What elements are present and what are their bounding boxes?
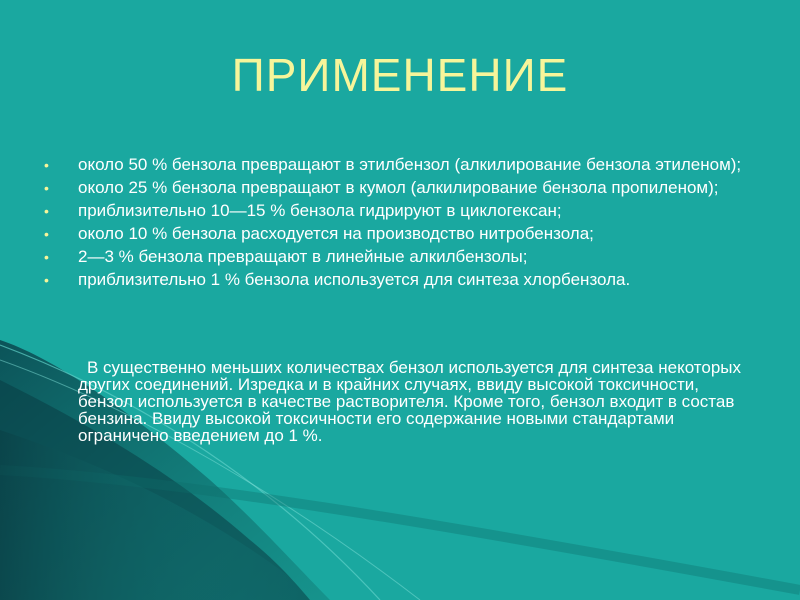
list-item bbox=[44, 156, 744, 174]
body-paragraph-text: В существенно меньших количествах бензол используется для синтеза некоторых других соединений. Изредка и в крайних случаях, ввиду высокой токсичности, бензол используется в качестве растворителя. Кроме того, бензол входит в состав бензина. Ввиду высокой токсичности его содержание новыми стандартами ограничено введением до 1 %. bbox=[78, 358, 742, 445]
bullet-icon: • bbox=[44, 180, 49, 196]
list-item-text: приблизительно 10—15 % бензола гидрируют в циклогексан; bbox=[78, 201, 562, 220]
bullet-icon: • bbox=[44, 249, 49, 265]
bullet-list bbox=[44, 156, 744, 294]
bullet-icon: • bbox=[44, 203, 49, 219]
list-item bbox=[44, 179, 744, 197]
list-item bbox=[44, 225, 744, 243]
list-item-text: 2—3 % бензола превращают в линейные алкилбензолы; bbox=[78, 247, 528, 266]
bullet-icon: • bbox=[44, 157, 49, 173]
body-paragraph bbox=[78, 359, 758, 444]
bullet-icon: • bbox=[44, 272, 49, 288]
list-item-text: около 10 % бензола расходуется на производство нитробензола; bbox=[78, 224, 594, 243]
slide-title: ПРИМЕНЕНИЕ bbox=[231, 49, 569, 101]
list-item-text: около 50 % бензола превращают в этилбензол (алкилирование бензола этиленом); bbox=[78, 155, 742, 174]
bullet-icon: • bbox=[44, 226, 49, 242]
list-item bbox=[44, 271, 744, 289]
list-item-text: около 25 % бензола превращают в кумол (алкилирование бензола пропиленом); bbox=[78, 178, 719, 197]
list-item bbox=[44, 202, 744, 220]
list-item bbox=[44, 248, 744, 266]
list-item-text: приблизительно 1 % бензола используется для синтеза хлорбензола. bbox=[78, 270, 631, 289]
